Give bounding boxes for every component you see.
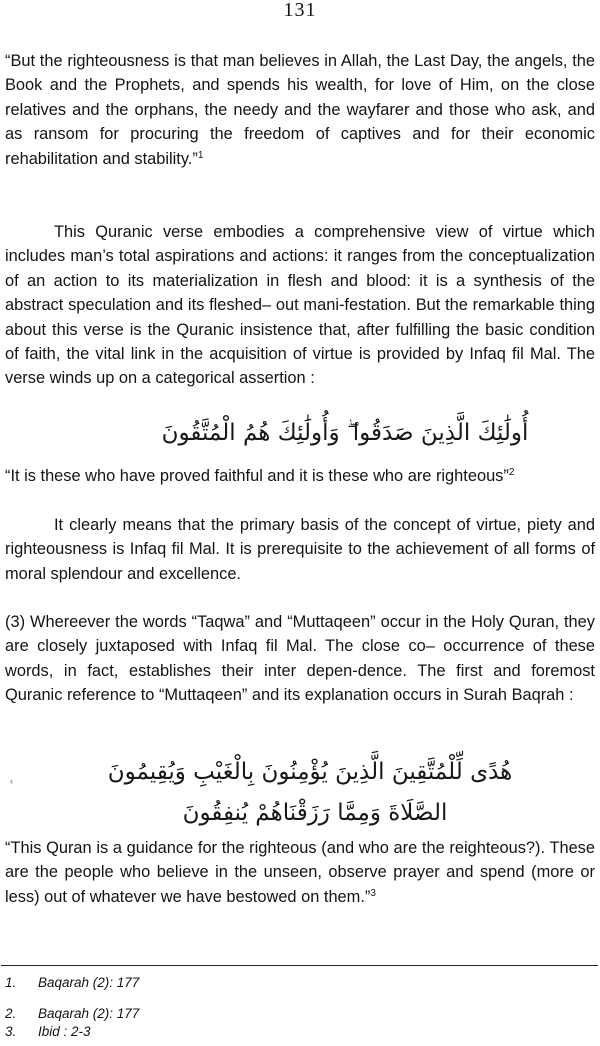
numbered-point-3: (3) Whereever the words “Taqwa” and “Muttaqeen” occur in the Holy Quran, they are closely juxtaposed with Infaq fil Mal. The close co– occurrence of these words, in fact, establishes their inter depen-dence. The first and foremost Quranic reference to “Muttaqeen” and its explanation occurs in Surah Baqrah : xyxy=(5,613,595,705)
quoted-verse-text: “But the righteousness is that man believes in Allah, the Last Day, the angels, the Book and the Prophets, and spends his wealth, for love of Him, on the close relatives and the orphans, the needy and the wayfarer and those who ask, and as ransom for procuring the freedom of captives and for their economic rehabilitation and stability.” xyxy=(5,52,595,168)
stray-printed-mark: ‹ xyxy=(10,776,13,786)
footnote-2 xyxy=(5,1006,139,1022)
footnote-number: 2. xyxy=(5,1006,17,1021)
footnote-text: Ibid : 2-3 xyxy=(38,1024,91,1039)
page-number: 131 xyxy=(283,0,317,21)
verse-translation xyxy=(5,464,595,488)
arabic-verse-2-line-2: الصَّلَاةَ وَمِمَّا رَزَقْنَاهُمْ يُنفِقُونَ xyxy=(182,800,448,826)
footnote-divider xyxy=(1,965,598,966)
footnote-reference-2: 2 xyxy=(508,467,515,478)
footnote-number: 1. xyxy=(5,975,17,990)
conclusion-paragraph: It clearly means that the primary basis of the concept of virtue, piety and righteousness is Infaq fil Mal. It is prerequisite to the achievement of all forms of moral splendour and excellence. xyxy=(5,516,595,583)
footnote-reference-3: 3 xyxy=(370,887,376,899)
guidance-translation-text: “This Quran is a guidance for the righteous (and who are the reighteous?). These are the people who believe in the unseen, observe prayer and spend (more or less) out of whatever we have bestowed on them.” xyxy=(5,839,595,906)
quoted-verse-paragraph xyxy=(5,49,595,171)
guidance-translation xyxy=(5,836,595,909)
footnote-3 xyxy=(5,1024,91,1040)
arabic-verse-1: أُولَٰئِكَ الَّذِينَ صَدَقُوا ۖ وَأُولَٰئِكَ هُمُ الْمُتَّقُونَ xyxy=(161,420,529,446)
footnote-1 xyxy=(5,975,139,991)
commentary-paragraph: This Quranic verse embodies a comprehensive view of virtue which includes man’s total aspirations and actions: it ranges from the conceptualization of an action to its materialization in flesh and blood: it is a synthesis of the abstract speculation and its fleshed– out mani-festation. But the remarkable thing about this verse is the Quranic insistence that, after fulfilling the basic condition of faith, the vital link in the acquisition of virtue is provided by Infaq fil Mal. The verse winds up on a categorical assertion : xyxy=(5,223,595,388)
footnote-text: Baqarah (2): 177 xyxy=(38,975,140,990)
arabic-verse-2-line-1: هُدًى لِّلْمُتَّقِينَ الَّذِينَ يُؤْمِنُونَ بِالْغَيْبِ وَيُقِيمُونَ xyxy=(107,759,513,785)
verse-translation-text: “It is these who have proved faithful and it is these who are righteous” xyxy=(5,467,509,485)
footnote-reference-1: 1 xyxy=(197,149,204,161)
footnote-text: Baqarah (2): 177 xyxy=(38,1006,140,1021)
footnote-number: 3. xyxy=(5,1024,17,1039)
